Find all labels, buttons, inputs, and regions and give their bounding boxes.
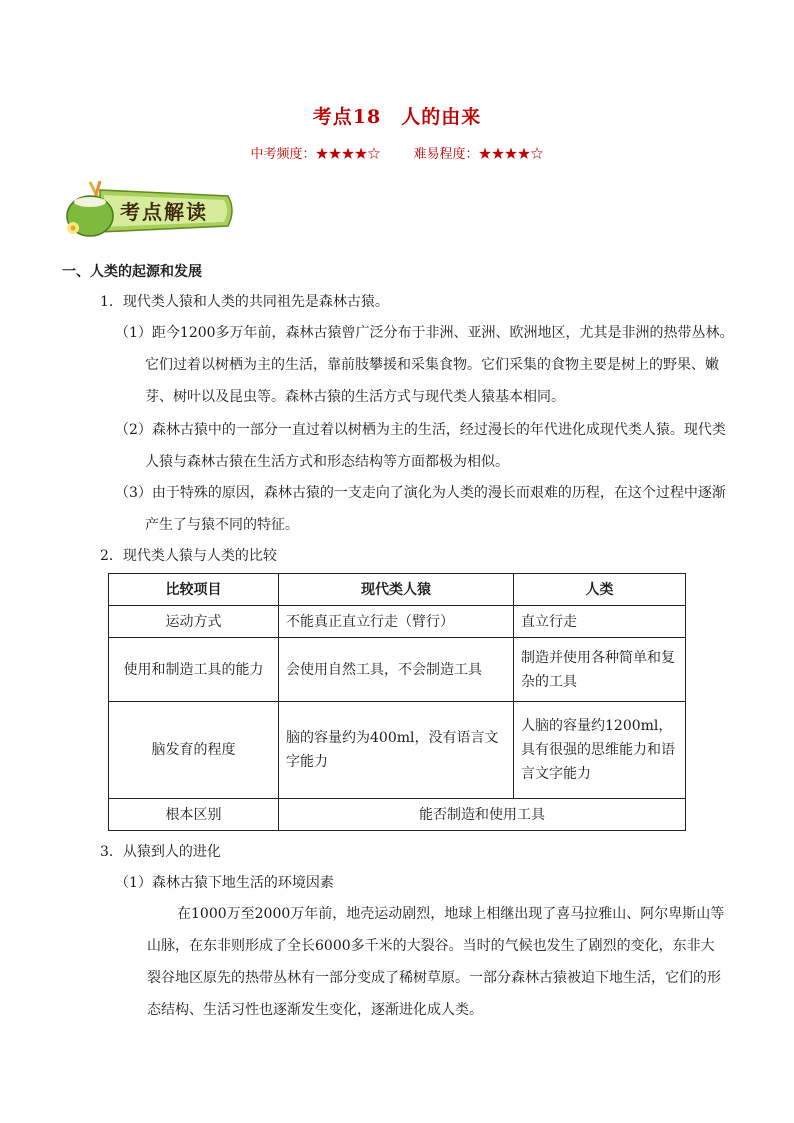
paragraph-1-line: 芽、树叶以及昆虫等。森林古猿的生活方式与现代类人猿基本相同。 [145, 389, 565, 405]
comparison-table [108, 573, 686, 831]
table-header-cell: 现代类人猿 [279, 574, 514, 606]
table-cell: 能否制造和使用工具 [279, 799, 686, 831]
page-title: 考点18 人的由来 [312, 106, 482, 128]
table-cell: 人脑的容量约1200ml，具有很强的思维能力和语言文字能力 [514, 702, 686, 799]
table-cell: 会使用自然工具，不会制造工具 [279, 638, 514, 702]
table-row [109, 606, 686, 638]
badge-label: 考点解读 [120, 200, 208, 224]
section-heading: 一、人类的起源和发展 [62, 264, 202, 280]
table-cell: 根本区别 [109, 799, 279, 831]
difficulty-label: 难易程度： [413, 147, 479, 162]
paragraph-1 [115, 317, 734, 413]
frequency-label: 中考频度： [250, 147, 316, 162]
table-cell: 脑发育的程度 [109, 702, 279, 799]
paragraph-1-line: （1）距今1200多万年前，森林古猿曾广泛分布于非洲、亚洲、欧洲地区，尤其是非洲的热带丛林。 [115, 325, 734, 341]
table-row [109, 799, 686, 831]
subsection-1-line: 在1000万至2000万年前，地壳运动剧烈，地球上相继出现了喜马拉雅山、阿尔卑斯山等 [177, 906, 725, 922]
table-cell: 使用和制造工具的能力 [109, 638, 279, 702]
table-cell: 制造并使用各种简单和复杂的工具 [514, 638, 686, 702]
table-row [109, 702, 686, 799]
subsection-1-line: 裂谷地区原先的热带丛林有一部分变成了稀树草原。一部分森林古猿被迫下地生活，它们的形 [147, 970, 721, 986]
paragraph-3-line: （3）由于特殊的原因，森林古猿的一支走向了演化为人类的漫长而艰难的历程，在这个过程中逐渐 [115, 485, 726, 501]
table-cell: 不能真正直立行走（臂行） [279, 606, 514, 638]
item-3: 3．从猿到人的进化 [100, 844, 221, 860]
table-row [109, 638, 686, 702]
paragraph-2 [115, 414, 726, 478]
item-2: 2．现代类人猿与人类的比较 [100, 548, 277, 564]
table-cell: 直立行走 [514, 606, 686, 638]
table-header-cell: 人类 [514, 574, 686, 606]
frequency-stars: ★★★★☆ [315, 147, 381, 162]
rating-line [0, 143, 794, 162]
subsection-1-line: 山脉，在东非则形成了全长6000多千米的大裂谷。当时的气候也发生了剧烈的变化，东非大 [147, 938, 715, 954]
table-cell: 脑的容量约为400ml，没有语言文字能力 [279, 702, 514, 799]
table-header-cell: 比较项目 [109, 574, 279, 606]
paragraph-3-line: 产生了与猿不同的特征。 [145, 517, 299, 533]
table-cell: 运动方式 [109, 606, 279, 638]
subsection-1-line: 态结构、生活习性也逐渐发生变化，逐渐进化成人类。 [147, 1002, 483, 1018]
paragraph-1-line: 它们过着以树栖为主的生活，靠前肢攀援和采集食物。它们采集的食物主要是树上的野果、嫩 [145, 357, 719, 373]
item-1: 1．现代类人猿和人类的共同祖先是森林古猿。 [100, 294, 389, 310]
section-badge [60, 178, 235, 240]
table-header-row [109, 574, 686, 606]
paragraph-2-line: （2）森林古猿中的一部分一直过着以树栖为主的生活，经过漫长的年代进化成现代类人猿。现代类 [115, 422, 726, 438]
difficulty-stars: ★★★★☆ [478, 147, 544, 162]
paragraph-2-line: 人猿与森林古猿在生活方式和形态结构等方面都极为相似。 [145, 454, 509, 470]
subsection-1: （1）森林古猿下地生活的环境因素 [115, 875, 334, 891]
paragraph-3 [115, 477, 726, 541]
subsection-1-paragraph [147, 898, 724, 1026]
